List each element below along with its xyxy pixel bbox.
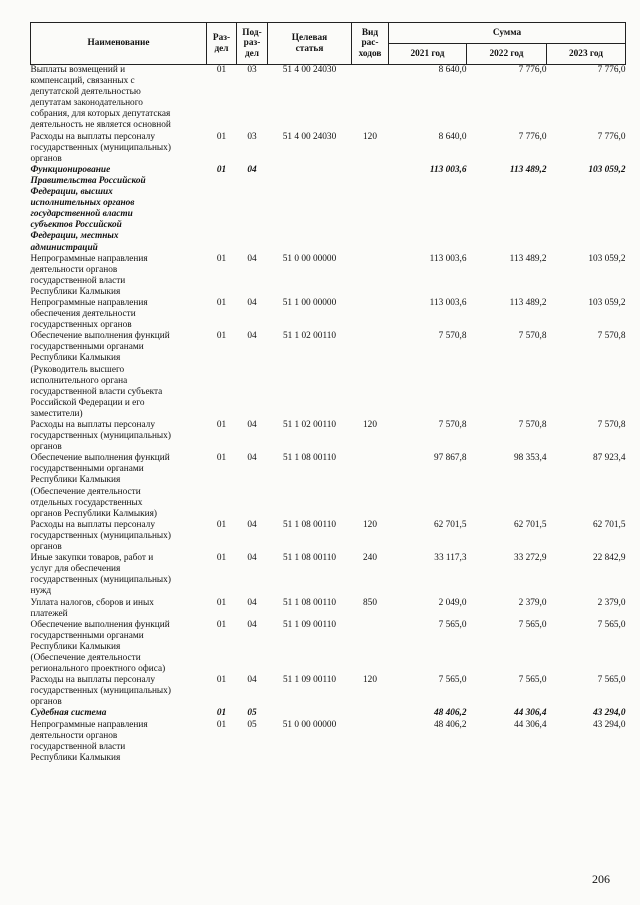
row-name-line: Выплаты возмещений и bbox=[30, 65, 126, 75]
row-name-line: администраций bbox=[30, 242, 98, 253]
cell-podrazdel: 05 bbox=[247, 719, 257, 730]
row-name-line: Непрограммные направления bbox=[30, 719, 148, 730]
cell-podrazdel: 04 bbox=[247, 331, 257, 342]
cell-expense-type: 120 bbox=[363, 519, 377, 530]
row-name bbox=[31, 453, 207, 520]
cell-razdel: 01 bbox=[216, 719, 227, 730]
row-name-line: Республики Калмыкия bbox=[30, 641, 121, 652]
cell-sum-2022: 113 489,2 bbox=[509, 253, 547, 264]
row-name bbox=[31, 675, 207, 708]
cell-sum-2023: 7 570,8 bbox=[597, 420, 626, 430]
row-name-line: (Обеспечение деятельности bbox=[30, 486, 141, 497]
row-name-line: органов bbox=[30, 542, 62, 553]
row-name bbox=[31, 65, 207, 132]
cell-sum-2022: 44 306,4 bbox=[513, 719, 547, 730]
row-name-line: государственных (муниципальных) bbox=[30, 142, 171, 153]
cell-sum-2022: 7 776,0 bbox=[518, 131, 547, 142]
cell-expense-type bbox=[352, 65, 389, 132]
table-row bbox=[31, 620, 626, 675]
cell-razdel: 01 bbox=[216, 131, 227, 142]
cell-sum-2022: 113 489,2 bbox=[509, 297, 547, 308]
row-name-line: органов bbox=[30, 697, 62, 708]
table-row bbox=[31, 420, 626, 453]
row-name-line: исполнительного органа bbox=[30, 375, 128, 386]
cell-target-article: 51 1 08 00110 bbox=[282, 453, 337, 464]
cell-target-article: 51 1 02 00110 bbox=[282, 331, 337, 342]
row-name-line: Расходы на выплаты персоналу bbox=[30, 420, 155, 430]
cell-sum-2022: 44 306,4 bbox=[513, 708, 547, 719]
cell-razdel: 01 bbox=[216, 297, 227, 308]
cell-sum-2023: 43 294,0 bbox=[592, 708, 626, 719]
cell-razdel: 01 bbox=[216, 164, 227, 175]
cell-sum-2021: 97 867,8 bbox=[433, 453, 467, 464]
row-name-line: обеспечения деятельности bbox=[30, 309, 136, 320]
cell-sum-2022: 7 565,0 bbox=[518, 675, 547, 686]
row-name-line: деятельности органов bbox=[30, 264, 118, 275]
cell-sum-2021: 48 406,2 bbox=[433, 708, 467, 719]
cell-sum-2022: 7 570,8 bbox=[518, 420, 547, 430]
row-name-line: деятельности органов bbox=[30, 730, 118, 741]
row-name-line: Непрограммные направления bbox=[30, 253, 148, 264]
cell-sum-2023: 7 565,0 bbox=[597, 675, 626, 686]
cell-sum-2023: 22 842,9 bbox=[592, 553, 626, 564]
cell-target-article: 51 1 09 00110 bbox=[282, 619, 337, 630]
cell-sum-2023: 43 294,0 bbox=[592, 719, 626, 730]
cell-sum-2021: 7 570,8 bbox=[438, 331, 467, 342]
row-name-line: Республики Калмыкия bbox=[30, 353, 121, 364]
cell-razdel: 01 bbox=[216, 619, 227, 630]
cell-podrazdel: 04 bbox=[247, 253, 257, 264]
cell-sum-2021: 33 117,3 bbox=[434, 553, 467, 564]
table-row bbox=[31, 708, 626, 719]
cell-sum-2021: 7 570,8 bbox=[438, 420, 467, 430]
cell-target-article bbox=[268, 708, 352, 719]
row-name-line: Иные закупки товаров, работ и bbox=[30, 553, 154, 564]
cell-target-article: 51 4 00 24030 bbox=[282, 131, 337, 142]
cell-target-article: 51 0 00 00000 bbox=[282, 253, 337, 264]
cell-sum-2022: 98 353,4 bbox=[513, 453, 547, 464]
cell-sum-2023: 103 059,2 bbox=[588, 164, 626, 175]
cell-sum-2021: 113 003,6 bbox=[429, 253, 467, 264]
cell-sum-2021: 113 003,6 bbox=[429, 297, 467, 308]
document-page bbox=[30, 22, 625, 764]
row-name-line: депутатам законодательного bbox=[30, 98, 143, 109]
table-row bbox=[31, 132, 626, 165]
row-name-line: Уплата налогов, сборов и иных bbox=[30, 597, 154, 608]
cell-sum-2021: 48 406,2 bbox=[433, 719, 467, 730]
row-name-line: Республики Калмыкия bbox=[30, 286, 121, 297]
cell-expense-type bbox=[352, 298, 389, 331]
row-name bbox=[31, 598, 207, 620]
cell-target-article: 51 1 00 00000 bbox=[282, 297, 337, 308]
cell-expense-type bbox=[352, 708, 389, 719]
page-number: 206 bbox=[592, 872, 610, 886]
header-year-2021: 2021 год bbox=[389, 44, 467, 65]
row-name-line: услуг для обеспечения bbox=[30, 564, 121, 575]
table-row bbox=[31, 65, 626, 132]
cell-sum-2021: 62 701,5 bbox=[433, 519, 467, 530]
row-name-line: Обеспечение выполнения функций bbox=[30, 453, 170, 464]
header-name: Наименование bbox=[31, 23, 207, 65]
row-name-line: Обеспечение выполнения функций bbox=[30, 619, 170, 630]
row-name-line: депутатской деятельностью bbox=[30, 87, 141, 98]
cell-razdel: 01 bbox=[216, 453, 227, 464]
row-name-line: органов bbox=[30, 153, 62, 164]
cell-podrazdel: 03 bbox=[247, 65, 257, 75]
row-name-line: (Обеспечение деятельности bbox=[30, 652, 141, 663]
row-name-line: государственными органами bbox=[30, 630, 144, 641]
cell-sum-2022: 7 565,0 bbox=[518, 619, 547, 630]
cell-podrazdel: 04 bbox=[247, 597, 257, 608]
cell-sum-2023: 7 776,0 bbox=[597, 65, 626, 75]
row-name-line: отдельных государственных bbox=[30, 497, 143, 508]
cell-expense-type bbox=[352, 165, 389, 254]
cell-target-article: 51 1 09 00110 bbox=[282, 675, 337, 686]
row-name-line: заместители) bbox=[30, 408, 83, 419]
row-name-line: Республики Калмыкия bbox=[30, 752, 121, 763]
header-year-2022: 2022 год bbox=[467, 44, 547, 65]
row-name-line: Расходы на выплаты персоналу bbox=[30, 519, 155, 530]
row-name bbox=[31, 620, 207, 675]
cell-sum-2022: 33 272,9 bbox=[513, 553, 547, 564]
row-name bbox=[31, 420, 207, 453]
row-name-line: деятельность не является основной bbox=[30, 120, 171, 131]
row-name bbox=[31, 132, 207, 165]
table-row bbox=[31, 720, 626, 764]
row-name-line: государственных (муниципальных) bbox=[30, 431, 171, 442]
cell-sum-2023: 103 059,2 bbox=[588, 253, 626, 264]
cell-target-article bbox=[268, 165, 352, 254]
cell-podrazdel: 04 bbox=[247, 164, 257, 175]
cell-expense-type: 120 bbox=[363, 131, 377, 142]
cell-sum-2023: 103 059,2 bbox=[588, 297, 626, 308]
row-name-line: субъектов Российской bbox=[30, 220, 122, 231]
table-row bbox=[31, 453, 626, 520]
budget-table bbox=[30, 22, 626, 764]
row-name-line: государственными органами bbox=[30, 342, 144, 353]
header-expense-type: Вид рас- ходов bbox=[352, 23, 389, 65]
cell-sum-2023: 7 565,0 bbox=[597, 619, 626, 630]
cell-sum-2021: 113 003,6 bbox=[429, 164, 467, 175]
cell-sum-2021: 7 565,0 bbox=[438, 619, 467, 630]
row-name-line: государственных (муниципальных) bbox=[30, 686, 171, 697]
cell-expense-type bbox=[352, 331, 389, 420]
row-name bbox=[31, 331, 207, 420]
cell-podrazdel: 04 bbox=[247, 297, 257, 308]
cell-podrazdel: 04 bbox=[247, 553, 257, 564]
header-target-article: Целевая статья bbox=[268, 23, 352, 65]
cell-podrazdel: 05 bbox=[247, 708, 257, 719]
row-name-line: Республики Калмыкия bbox=[30, 475, 121, 486]
cell-sum-2022: 113 489,2 bbox=[509, 164, 547, 175]
cell-razdel: 01 bbox=[216, 519, 227, 530]
row-name-line: Федерации, местных bbox=[30, 231, 119, 242]
row-name-line: Функционирование bbox=[30, 164, 111, 175]
row-name-line: государственных (муниципальных) bbox=[30, 530, 171, 541]
row-name-line: государственными органами bbox=[30, 464, 144, 475]
cell-expense-type: 240 bbox=[363, 553, 377, 564]
cell-target-article: 51 1 08 00110 bbox=[282, 519, 337, 530]
cell-sum-2022: 7 776,0 bbox=[518, 65, 547, 75]
cell-sum-2023: 2 379,0 bbox=[597, 597, 626, 608]
row-name-line: Российской Федерации и его bbox=[30, 397, 145, 408]
header-razdel: Раз- дел bbox=[207, 23, 237, 65]
cell-podrazdel: 04 bbox=[247, 519, 257, 530]
row-name-line: платежей bbox=[30, 608, 68, 619]
row-name-line: Расходы на выплаты персоналу bbox=[30, 675, 155, 686]
cell-razdel: 01 bbox=[216, 253, 227, 264]
cell-target-article: 51 1 08 00110 bbox=[282, 553, 337, 564]
table-row bbox=[31, 254, 626, 298]
row-name bbox=[31, 298, 207, 331]
row-name-line: компенсаций, связанных с bbox=[30, 76, 135, 87]
cell-podrazdel: 04 bbox=[247, 453, 257, 464]
row-name bbox=[31, 720, 207, 764]
row-name-line: исполнительных органов bbox=[30, 198, 135, 209]
cell-sum-2022: 7 570,8 bbox=[518, 331, 547, 342]
cell-sum-2022: 62 701,5 bbox=[513, 519, 547, 530]
row-name bbox=[31, 165, 207, 254]
row-name-line: органов Республики Калмыкия) bbox=[30, 508, 157, 519]
row-name-line: государственных (муниципальных) bbox=[30, 575, 171, 586]
row-name bbox=[31, 254, 207, 298]
cell-sum-2023: 7 776,0 bbox=[597, 131, 626, 142]
cell-sum-2023: 62 701,5 bbox=[592, 519, 626, 530]
row-name-line: Правительства Российской bbox=[30, 175, 146, 186]
cell-razdel: 01 bbox=[216, 597, 227, 608]
cell-expense-type: 120 bbox=[363, 675, 377, 686]
row-name-line: Федерации, высших bbox=[30, 187, 113, 198]
header-sum: Сумма bbox=[389, 23, 626, 44]
cell-sum-2021: 2 049,0 bbox=[438, 597, 467, 608]
cell-expense-type: 120 bbox=[363, 420, 377, 430]
cell-expense-type: 850 bbox=[363, 597, 377, 608]
cell-expense-type bbox=[352, 453, 389, 520]
table-row bbox=[31, 331, 626, 420]
row-name-line: государственных органов bbox=[30, 320, 132, 331]
cell-sum-2021: 8 640,0 bbox=[438, 65, 467, 75]
cell-sum-2021: 8 640,0 bbox=[438, 131, 467, 142]
row-name bbox=[31, 553, 207, 597]
cell-razdel: 01 bbox=[216, 553, 227, 564]
cell-expense-type bbox=[352, 720, 389, 764]
cell-podrazdel: 04 bbox=[247, 675, 257, 686]
cell-podrazdel: 04 bbox=[247, 420, 257, 430]
row-name-line: государственной власти bbox=[30, 275, 126, 286]
table-row bbox=[31, 520, 626, 553]
cell-target-article: 51 1 08 00110 bbox=[282, 597, 337, 608]
cell-expense-type bbox=[352, 254, 389, 298]
cell-sum-2023: 87 923,4 bbox=[592, 453, 626, 464]
table-row bbox=[31, 298, 626, 331]
row-name-line: государственной власти bbox=[30, 209, 133, 220]
row-name-line: органов bbox=[30, 442, 62, 453]
row-name-line: государственной власти bbox=[30, 741, 126, 752]
cell-target-article: 51 1 02 00110 bbox=[282, 420, 337, 430]
cell-razdel: 01 bbox=[216, 65, 227, 75]
row-name-line: (Руководитель высшего bbox=[30, 364, 125, 375]
cell-sum-2023: 7 570,8 bbox=[597, 331, 626, 342]
row-name-line: Судебная система bbox=[30, 708, 107, 719]
table-row bbox=[31, 598, 626, 620]
row-name bbox=[31, 708, 207, 719]
cell-target-article: 51 0 00 00000 bbox=[282, 719, 337, 730]
cell-podrazdel: 03 bbox=[247, 131, 257, 142]
header-year-2023: 2023 год bbox=[547, 44, 626, 65]
row-name-line: Обеспечение выполнения функций bbox=[30, 331, 170, 342]
row-name-line: Расходы на выплаты персоналу bbox=[30, 131, 155, 142]
row-name-line: Непрограммные направления bbox=[30, 297, 148, 308]
row-name-line: собрания, для которых депутатская bbox=[30, 109, 171, 120]
row-name-line: нужд bbox=[30, 586, 52, 597]
cell-razdel: 01 bbox=[216, 420, 227, 430]
header-podrazdel: Под- раз- дел bbox=[237, 23, 268, 65]
cell-razdel: 01 bbox=[216, 708, 227, 719]
cell-sum-2021: 7 565,0 bbox=[438, 675, 467, 686]
table-row bbox=[31, 675, 626, 708]
table-row bbox=[31, 165, 626, 254]
cell-expense-type bbox=[352, 620, 389, 675]
cell-razdel: 01 bbox=[216, 331, 227, 342]
row-name-line: регионального проектного офиса) bbox=[30, 664, 166, 675]
cell-sum-2022: 2 379,0 bbox=[518, 597, 547, 608]
row-name bbox=[31, 520, 207, 553]
cell-podrazdel: 04 bbox=[247, 619, 257, 630]
cell-razdel: 01 bbox=[216, 675, 227, 686]
row-name-line: государственной власти субъекта bbox=[30, 386, 163, 397]
cell-target-article: 51 4 00 24030 bbox=[282, 65, 337, 75]
table-row bbox=[31, 553, 626, 597]
